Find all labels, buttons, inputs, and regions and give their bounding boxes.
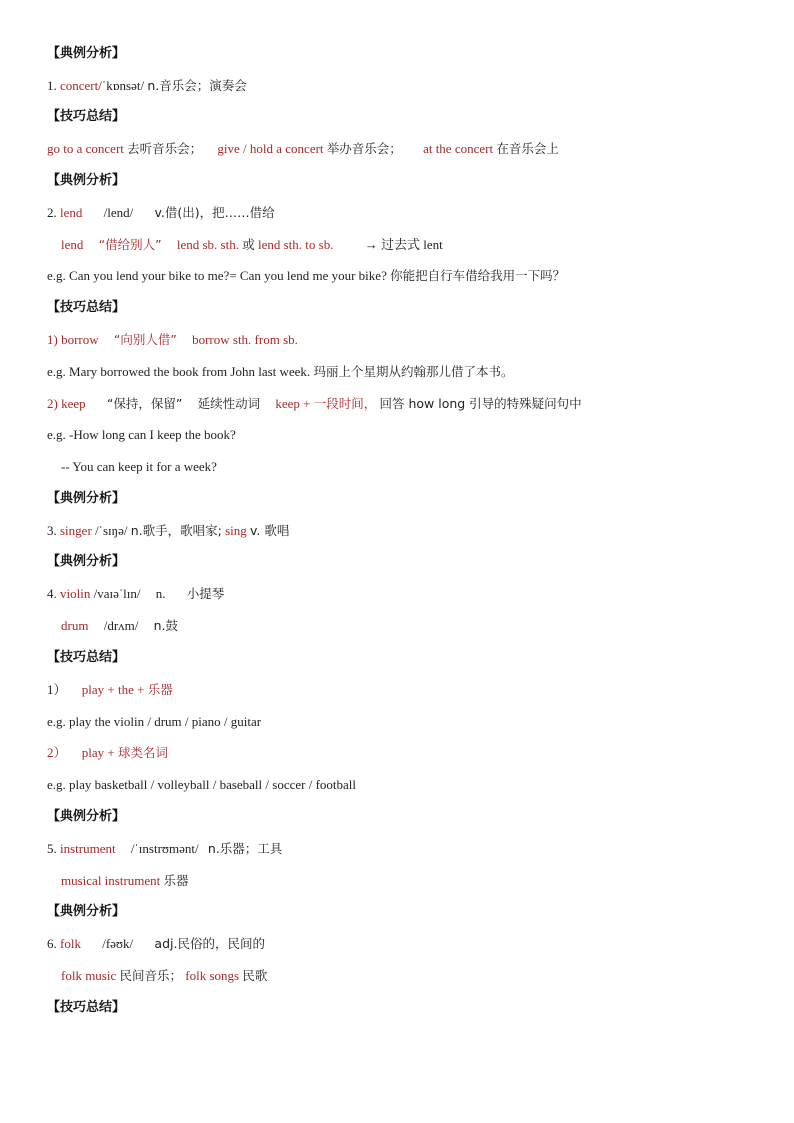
example-sentence: e.g. Mary borrowed the book from John last week. bbox=[47, 364, 311, 379]
entry-definition: v.借(出)，把……借给 bbox=[154, 205, 275, 220]
entry-word: singer bbox=[60, 523, 92, 538]
section-heading-tips: 【技巧总结】 bbox=[47, 650, 126, 665]
related-word: drum bbox=[61, 618, 89, 633]
tip-pattern: borrow sth. from sb. bbox=[192, 332, 298, 347]
vocab-entry-concert bbox=[47, 78, 247, 94]
example-translation: 你能把自行车借给我用一下吗？ bbox=[390, 268, 566, 283]
related-word: folk music bbox=[61, 968, 117, 983]
entry-word: concert bbox=[60, 78, 99, 93]
related-word: sing bbox=[225, 523, 247, 538]
borrow-example bbox=[47, 364, 513, 380]
section-heading-example: 【典例分析】 bbox=[47, 904, 126, 919]
usage-meaning: “借给别人” bbox=[98, 237, 162, 252]
tip-number: 1） bbox=[47, 682, 67, 697]
section-heading-example: 【典例分析】 bbox=[47, 173, 126, 188]
section-heading-example: 【典例分析】 bbox=[47, 809, 126, 824]
tip-pattern: keep + bbox=[275, 396, 311, 411]
usage-pattern: lend sth. to sb. bbox=[257, 237, 334, 252]
usage-past-tense: → 过去式 lent bbox=[364, 237, 443, 252]
entry-word: violin bbox=[60, 586, 91, 601]
entry-definition: adj.民俗的，民间的 bbox=[154, 936, 265, 951]
usage-pattern: lend sb. sth. bbox=[176, 237, 239, 252]
phrase-meaning: 去听音乐会； bbox=[127, 141, 203, 156]
tip-title: 2) keep bbox=[47, 396, 86, 411]
tip-title: 1) borrow bbox=[47, 332, 99, 347]
entry-phonetic: /lend/ bbox=[103, 205, 134, 220]
entry-phonetic: /ˈsɪŋə/ bbox=[95, 523, 128, 538]
phrase: give / hold a concert bbox=[217, 141, 324, 156]
tip-pattern: play + bbox=[81, 745, 115, 760]
tips-play-instrument bbox=[47, 682, 173, 698]
related-definition: 民间音乐； bbox=[119, 968, 183, 983]
entry-word: folk bbox=[60, 936, 81, 951]
lend-example bbox=[47, 268, 565, 284]
phrase-meaning: 在音乐会上 bbox=[496, 141, 559, 156]
tip-pattern: play + the + bbox=[81, 682, 145, 697]
vocab-entry-violin bbox=[47, 586, 224, 602]
entry-phonetic: /ˈɪnstrʊmənt/ bbox=[130, 841, 199, 856]
lend-usage bbox=[61, 237, 443, 253]
entry-definition: n.乐器；工具 bbox=[207, 841, 283, 856]
entry-word: lend bbox=[60, 205, 83, 220]
vocab-entry-lend bbox=[47, 205, 275, 221]
entry-word: instrument bbox=[60, 841, 116, 856]
related-phonetic: /drʌm/ bbox=[103, 618, 139, 633]
tips-concert-phrases bbox=[47, 141, 559, 157]
section-heading-tips: 【技巧总结】 bbox=[47, 300, 126, 315]
entry-pos: n. bbox=[155, 586, 166, 601]
example-translation: 玛丽上个星期从约翰那儿借了本书。 bbox=[313, 364, 514, 379]
tips-play-ball bbox=[47, 745, 168, 761]
section-heading-example: 【典例分析】 bbox=[47, 554, 126, 569]
example-sentence: e.g. Can you lend your bike to me?= Can you lend me your bike? bbox=[47, 268, 387, 283]
phrase: at the concert bbox=[423, 141, 494, 156]
section-heading-example: 【典例分析】 bbox=[47, 46, 126, 61]
usage-word: lend bbox=[61, 237, 84, 252]
keep-example-question: e.g. -How long can I keep the book? bbox=[47, 427, 236, 442]
entry-number: 6. bbox=[47, 936, 57, 951]
entry-number: 5. bbox=[47, 841, 57, 856]
phrase: go to a concert bbox=[47, 141, 124, 156]
related-definition: n.鼓 bbox=[153, 618, 179, 633]
phrase-meaning: 举办音乐会； bbox=[326, 141, 402, 156]
vocab-entry-instrument bbox=[47, 841, 282, 857]
tip-pattern-meaning: 球类名词 bbox=[117, 745, 168, 760]
tip-rest: 回答 how long 引导的特殊疑问句中 bbox=[379, 396, 582, 411]
tips-keep bbox=[47, 396, 582, 412]
entry-number: 3. bbox=[47, 523, 57, 538]
section-heading-example: 【典例分析】 bbox=[47, 491, 126, 506]
related-definition: 乐器 bbox=[163, 873, 189, 888]
related-definition: 民歌 bbox=[242, 968, 268, 983]
entry-number: 1. bbox=[47, 78, 57, 93]
vocab-entry-drum bbox=[61, 618, 178, 634]
section-heading-tips: 【技巧总结】 bbox=[47, 1000, 126, 1015]
play-ball-example: e.g. play basketball / volleyball / baseball / soccer / football bbox=[47, 777, 357, 792]
usage-or: 或 bbox=[242, 237, 255, 252]
entry-definition: 小提琴 bbox=[186, 586, 225, 601]
entry-phonetic: /vaɪəˈlɪn/ bbox=[93, 586, 141, 601]
entry-definition: n.歌手，歌唱家; bbox=[130, 523, 222, 538]
tip-pattern-meaning: 一段时间， bbox=[313, 396, 377, 411]
tip-meaning: “向别人借” bbox=[113, 332, 177, 347]
tips-borrow bbox=[47, 332, 298, 348]
tip-note: 延续性动词 bbox=[197, 396, 261, 411]
entry-number: 2. bbox=[47, 205, 57, 220]
section-heading-tips: 【技巧总结】 bbox=[47, 109, 126, 124]
entry-number: 4. bbox=[47, 586, 57, 601]
vocab-entry-singer bbox=[47, 523, 289, 539]
entry-phonetic: /ˈkɒnsət/ bbox=[98, 78, 145, 93]
play-instrument-example: e.g. play the violin / drum / piano / guitar bbox=[47, 714, 262, 729]
vocab-entry-folk bbox=[47, 936, 265, 952]
entry-definition: n.音乐会；演奏会 bbox=[147, 78, 247, 93]
entry-phonetic: /fəʊk/ bbox=[102, 936, 134, 951]
tip-pattern-meaning: 乐器 bbox=[147, 682, 173, 697]
tip-meaning: “保持，保留” bbox=[106, 396, 183, 411]
related-word: musical instrument bbox=[61, 873, 161, 888]
related-definition: v. 歌唱 bbox=[250, 523, 290, 538]
related-word: folk songs bbox=[185, 968, 240, 983]
keep-example-answer: -- You can keep it for a week? bbox=[61, 459, 217, 474]
vocab-entry-folk-phrases bbox=[61, 968, 267, 984]
vocab-entry-musical-instrument bbox=[61, 873, 189, 889]
tip-number: 2） bbox=[47, 745, 67, 760]
